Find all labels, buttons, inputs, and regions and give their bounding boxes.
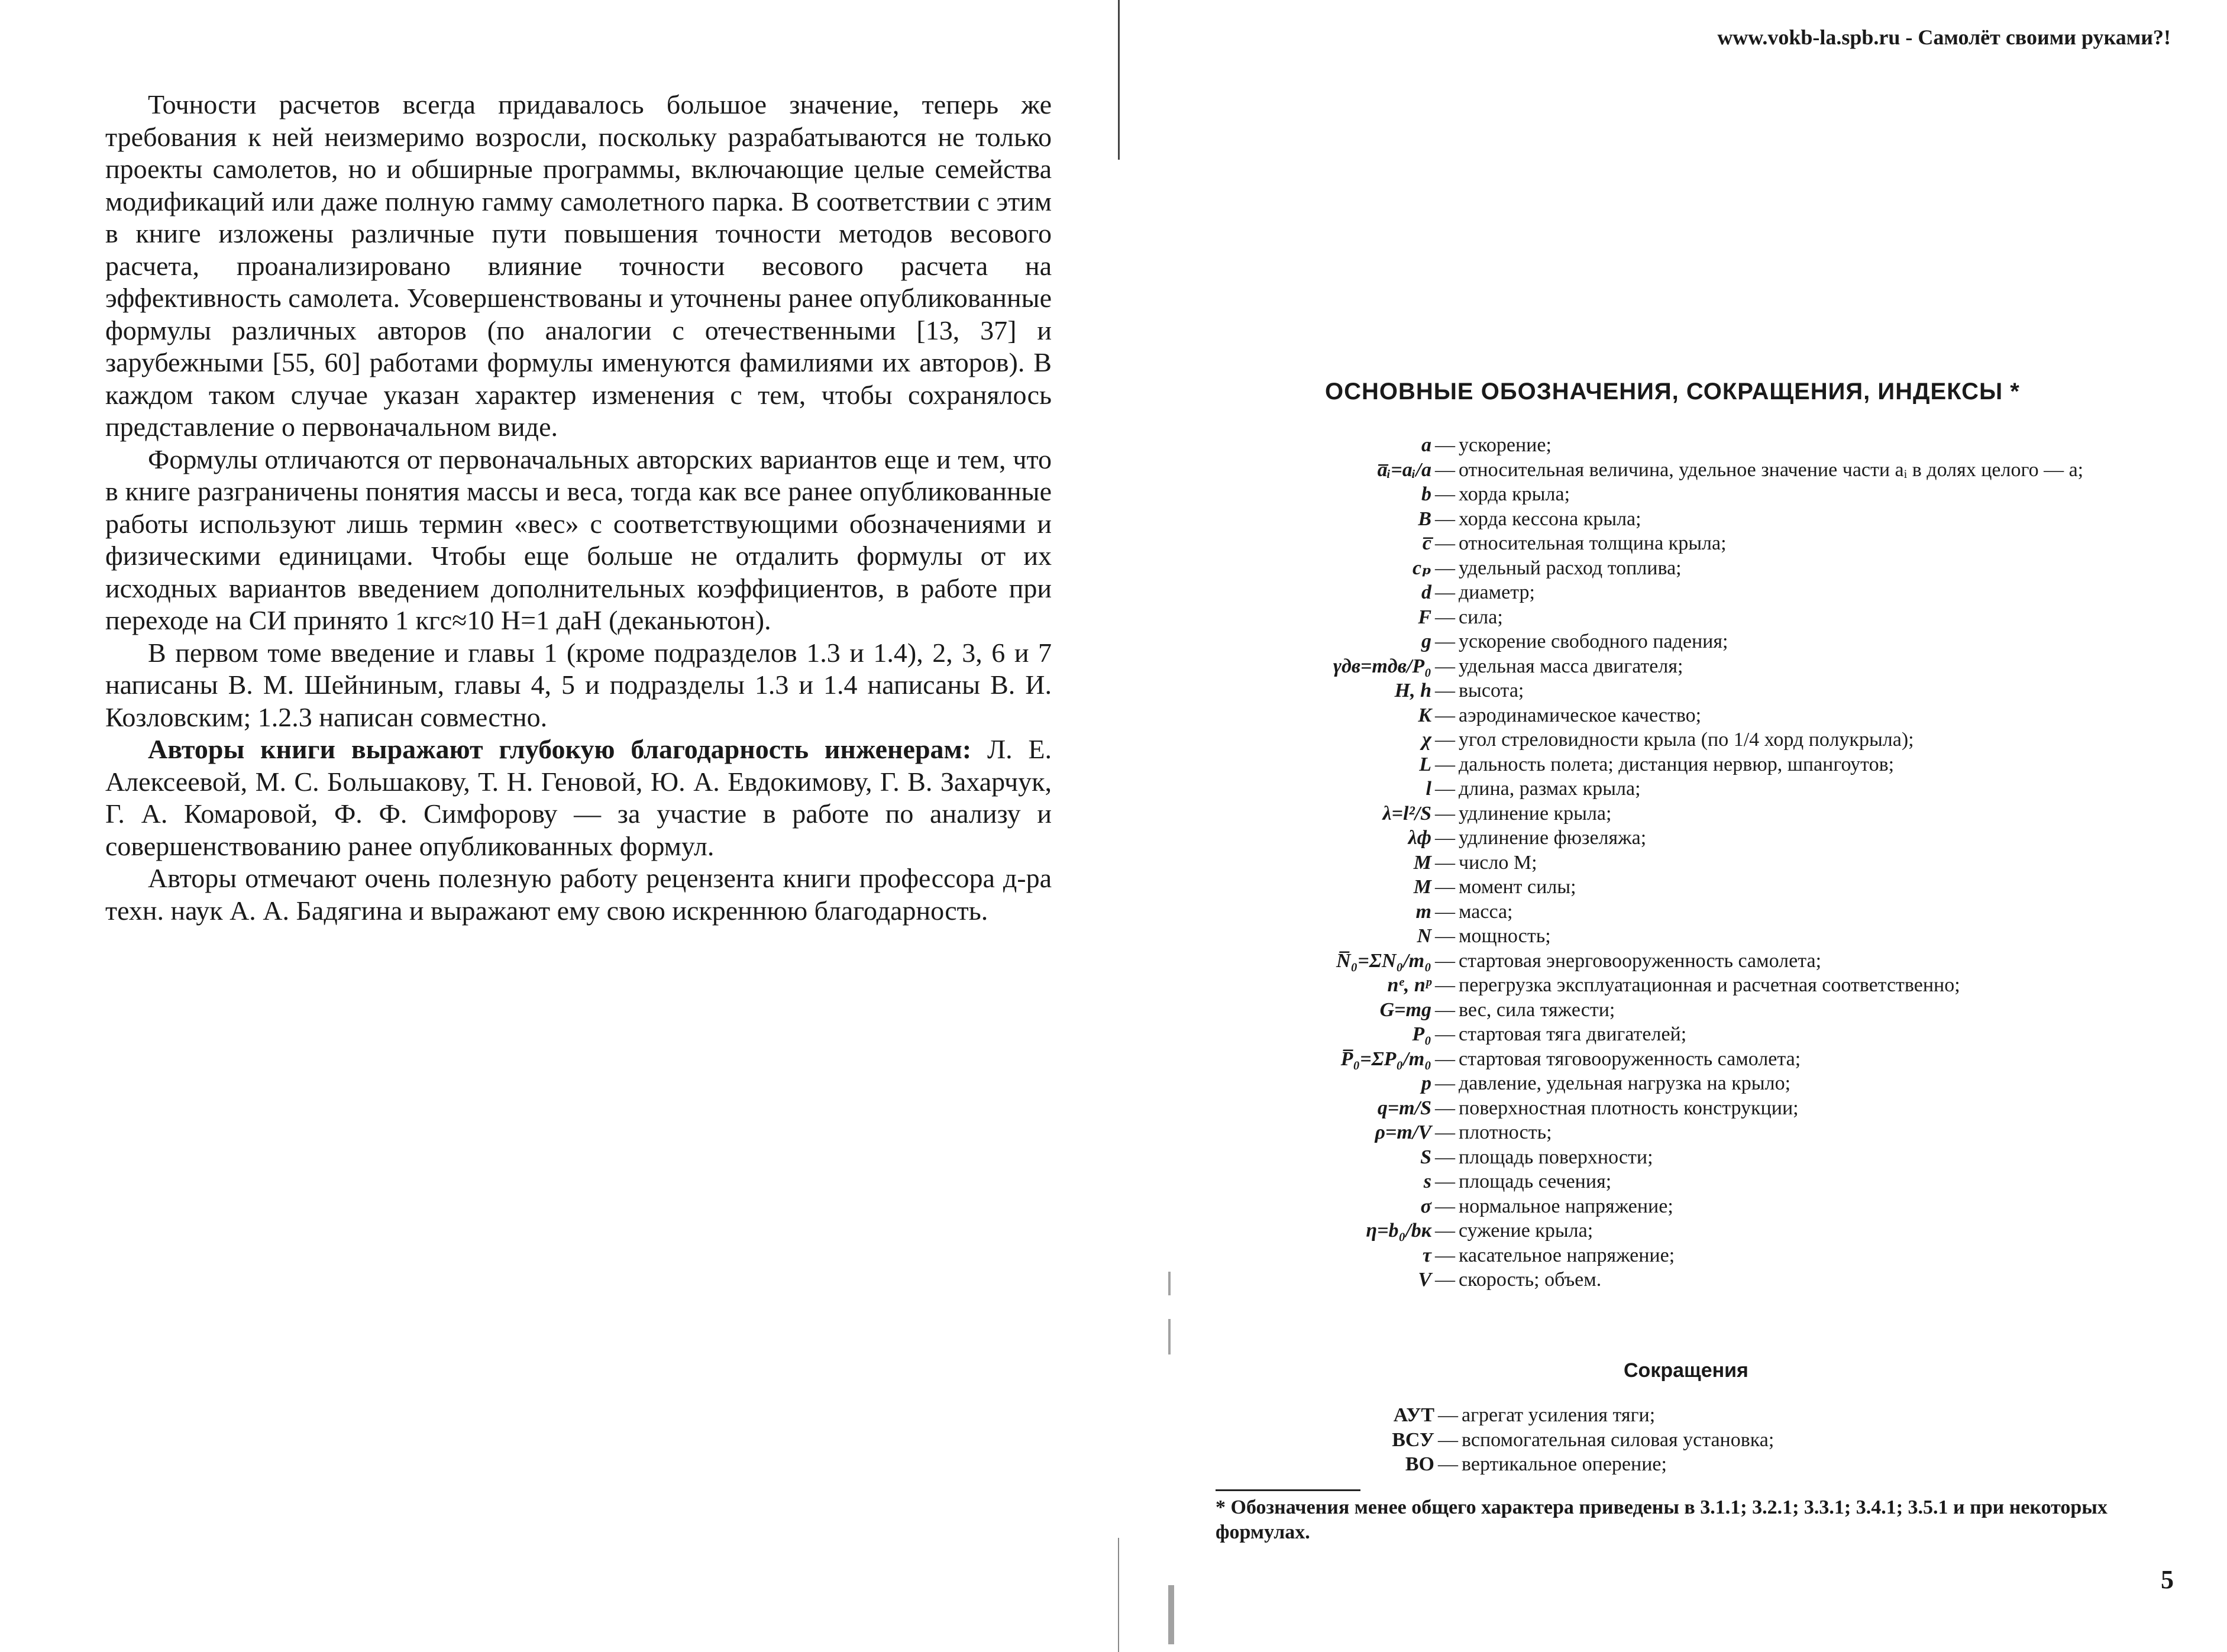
notation-row: [1230, 580, 2189, 605]
notation-dash: —: [1435, 1244, 1455, 1266]
notation-row: [1230, 703, 2189, 728]
notation-row: [1230, 900, 2189, 924]
notation-description: сужение крыла;: [1459, 1220, 1594, 1242]
notation-dash: —: [1435, 1023, 1455, 1045]
notation-row: [1230, 1268, 2189, 1292]
book-spine-line: [1118, 0, 1120, 160]
notation-row: [1230, 1071, 2189, 1096]
notation-dash: —: [1435, 434, 1455, 456]
notation-symbol: H, h: [1394, 680, 1431, 701]
notation-row: [1230, 678, 2189, 703]
notation-dash: —: [1435, 581, 1455, 603]
footnote-divider: [1216, 1489, 1360, 1491]
notation-description: момент силы;: [1459, 876, 1576, 898]
notation-row: [1230, 482, 2189, 507]
notation-row: [1230, 433, 2189, 458]
notation-symbol: N: [1417, 925, 1431, 947]
notation-description: вес, сила тяжести;: [1459, 998, 1615, 1021]
notation-row: [1230, 851, 2189, 875]
notation-row: [1230, 605, 2189, 630]
notation-dash: —: [1435, 802, 1455, 825]
paragraph: Формулы отличаются от первоначальных авторских вариантов еще и тем, что в книге разграничены понятия массы и веса, тогда как все ранее опубликованные работы используют лишь термин «вес» с соответствующими обозначениями и физическими единицами. Чтобы еще больше не отдалить формулы от их исходных вариантов введением дополнительных коэффициентов, в работе при переходе на СИ принято 1 кгс≈10 Н=1 даН (деканьютон).: [105, 444, 1052, 635]
notation-dash: —: [1435, 851, 1455, 874]
notation-dash: —: [1435, 1220, 1455, 1242]
notation-row: [1230, 531, 2189, 556]
notation-row: [1230, 875, 2189, 900]
abbreviations-list: [1230, 1403, 2118, 1477]
notation-symbol: p: [1421, 1072, 1431, 1094]
paragraph: В первом томе введение и главы 1 (кроме подразделов 1.3 и 1.4), 2, 3, 6 и 7 написаны В. М. Шейниным, главы 4, 5 и подразделы 1.3 и 1.4 написаны В. И. Козловским; 1.2.3 написан совместно.: [105, 637, 1052, 732]
notation-symbol: λф: [1408, 827, 1431, 849]
notation-symbol: l: [1426, 778, 1431, 800]
notation-symbol: cₚ: [1412, 557, 1431, 579]
notation-dash: —: [1435, 1048, 1455, 1070]
left-page-body: [105, 89, 1052, 927]
notation-row: [1230, 1243, 2189, 1268]
notation-symbol: V: [1418, 1269, 1431, 1291]
notation-description: хорда кессона крыла;: [1459, 507, 1641, 530]
notation-description: сила;: [1459, 606, 1503, 628]
notation-row: [1230, 777, 2189, 801]
notation-symbol: N̅₀=ΣN₀/m₀: [1336, 949, 1431, 972]
notation-description: диаметр;: [1459, 581, 1535, 603]
notation-symbol: nᵉ, nᵖ: [1387, 974, 1431, 996]
notation-description: поверхностная плотность конструкции;: [1459, 1097, 1799, 1119]
notation-symbol: M: [1413, 851, 1431, 874]
notation-description: агрегат усиления тяги;: [1462, 1404, 1656, 1426]
notation-row: [1230, 1120, 2189, 1145]
notation-symbol: АУТ: [1393, 1404, 1434, 1426]
notation-symbol: q=m/S: [1377, 1097, 1431, 1119]
notation-row: [1230, 973, 2189, 998]
notation-row: [1230, 801, 2189, 826]
footnote: * Обозначения менее общего характера приведены в 3.1.1; 3.2.1; 3.3.1; 3.4.1; 3.5.1 и при некоторых формулах.: [1216, 1496, 2108, 1543]
notation-description: удлинение фюзеляжа;: [1459, 827, 1647, 849]
notation-symbol: g: [1421, 631, 1431, 652]
notation-dash: —: [1435, 974, 1455, 996]
notation-dash: —: [1435, 1269, 1455, 1291]
notation-description: хорда крыла;: [1459, 483, 1570, 505]
notation-description: площадь поверхности;: [1459, 1146, 1653, 1168]
notation-description: удельный расход топлива;: [1459, 557, 1682, 579]
notation-row: [1230, 1194, 2189, 1219]
notation-dash: —: [1435, 998, 1455, 1021]
notation-dash: —: [1435, 631, 1455, 652]
notation-dash: —: [1435, 458, 1455, 481]
book-spine-line-bottom: [1118, 1538, 1119, 1652]
notation-row: [1230, 949, 2189, 974]
notation-symbol: B: [1418, 507, 1431, 530]
scan-speck: [1168, 1319, 1171, 1354]
notation-symbol: s: [1423, 1171, 1431, 1192]
section-title: ОСНОВНЫЕ ОБОЗНАЧЕНИЯ, СОКРАЩЕНИЯ, ИНДЕКСЫ *: [1325, 379, 2020, 405]
notation-description: скорость; объем.: [1459, 1269, 1602, 1291]
notation-row: [1230, 629, 2189, 654]
notation-row: [1230, 1096, 2189, 1121]
notation-description: касательное напряжение;: [1459, 1244, 1675, 1266]
notation-symbol: F: [1418, 606, 1431, 628]
notation-row: [1230, 826, 2189, 851]
notation-description: ускорение;: [1459, 434, 1552, 456]
notation-symbol: a: [1421, 434, 1431, 456]
notation-dash: —: [1435, 483, 1455, 505]
notation-row: [1230, 1022, 2189, 1047]
notation-symbol: M: [1413, 876, 1431, 898]
notation-row: [1230, 1428, 2118, 1453]
notation-dash: —: [1435, 606, 1455, 628]
thanks-lead: Авторы книги выражают глубокую благодарность инженерам:: [148, 734, 972, 764]
notation-symbol: τ: [1422, 1244, 1431, 1266]
notation-symbol: σ: [1420, 1195, 1431, 1217]
notation-dash: —: [1435, 680, 1455, 701]
notation-symbol: ВСУ: [1392, 1428, 1434, 1451]
notation-description: число M;: [1459, 851, 1537, 874]
notation-dash: —: [1435, 1195, 1455, 1217]
notation-description: стартовая тяга двигателей;: [1459, 1023, 1687, 1045]
notation-row: [1230, 728, 2189, 752]
notation-symbol: b: [1421, 483, 1431, 505]
notation-row: [1230, 654, 2189, 679]
notation-description: удельная масса двигателя;: [1459, 655, 1683, 677]
notation-description: дальность полета; дистанция нервюр, шпангоутов;: [1459, 753, 1895, 775]
notation-row: [1230, 1452, 2118, 1477]
notation-row: [1230, 1169, 2189, 1194]
notation-description: перегрузка эксплуатационная и расчетная соответственно;: [1459, 974, 1960, 996]
notation-dash: —: [1435, 1121, 1455, 1143]
notation-dash: —: [1438, 1453, 1458, 1475]
notation-symbol: K: [1418, 704, 1431, 726]
notation-dash: —: [1435, 1171, 1455, 1192]
notation-description: стартовая тяговооруженность самолета;: [1459, 1048, 1801, 1070]
notation-symbol: L: [1419, 753, 1431, 775]
notation-description: относительная величина, удельное значение части aᵢ в долях целого — a;: [1459, 458, 2084, 481]
notation-description: плотность;: [1459, 1121, 1552, 1143]
notation-symbol: ρ=m/V: [1375, 1121, 1431, 1143]
notation-symbol: c̅: [1422, 532, 1431, 554]
notation-description: площадь сечения;: [1459, 1171, 1612, 1192]
notation-dash: —: [1435, 1146, 1455, 1168]
notation-dash: —: [1435, 507, 1455, 530]
notation-description: стартовая энерговооруженность самолета;: [1459, 949, 1822, 972]
notation-symbol: G=mg: [1379, 998, 1431, 1021]
notation-description: вертикальное оперение;: [1462, 1453, 1667, 1475]
notation-dash: —: [1435, 876, 1455, 898]
notation-description: масса;: [1459, 900, 1513, 923]
notation-symbol: γдв=mдв/P₀: [1333, 655, 1431, 677]
notation-row: [1230, 507, 2189, 532]
notation-symbol: m: [1415, 900, 1431, 923]
notation-row: [1230, 752, 2189, 777]
notation-dash: —: [1435, 532, 1455, 554]
page-number: 5: [2161, 1565, 2174, 1594]
notation-description: давление, удельная нагрузка на крыло;: [1459, 1072, 1791, 1094]
notation-dash: —: [1438, 1428, 1458, 1451]
notation-symbol: d: [1421, 581, 1431, 603]
notation-row: [1230, 458, 2189, 483]
notation-row: [1230, 924, 2189, 949]
notation-row: [1230, 1047, 2189, 1072]
notation-symbol: P₀: [1412, 1023, 1431, 1045]
notation-symbol: a̅ᵢ=aᵢ/a: [1377, 458, 1431, 481]
notation-dash: —: [1435, 900, 1455, 923]
notation-symbol: η=b₀/bк: [1366, 1220, 1431, 1242]
notation-row: [1230, 556, 2189, 581]
notation-list: [1230, 433, 2189, 1292]
notation-row: [1230, 998, 2189, 1023]
notation-dash: —: [1435, 949, 1455, 972]
notation-description: угол стреловидности крыла (по 1/4 хорд полукрыла);: [1459, 729, 1914, 751]
notation-row: [1230, 1218, 2189, 1243]
notation-dash: —: [1438, 1404, 1458, 1426]
notation-dash: —: [1435, 827, 1455, 849]
notation-dash: —: [1435, 925, 1455, 947]
notation-dash: —: [1435, 557, 1455, 579]
notation-description: относительная толщина крыла;: [1459, 532, 1727, 554]
notation-symbol: ВО: [1405, 1453, 1434, 1475]
notation-description: удлинение крыла;: [1459, 802, 1612, 825]
notation-description: высота;: [1459, 680, 1524, 701]
thanks-paragraph: [105, 733, 1052, 862]
notation-dash: —: [1435, 778, 1455, 800]
notation-row: [1230, 1403, 2118, 1428]
thanks-names: Л. Е. Алексеевой, М. С. Большакову, Т. Н. Геновой, Ю. А. Евдокимову, Г. В. Захарчук, Г. А. Комаровой, Ф. Ф. Симфорову — за участие в работе по анализу и совершенствованию ранее опубликованных формул.: [105, 734, 1052, 861]
notation-dash: —: [1435, 655, 1455, 677]
notation-dash: —: [1435, 753, 1455, 775]
notation-description: ускорение свободного падения;: [1459, 631, 1728, 652]
notation-description: мощность;: [1459, 925, 1551, 947]
paragraph: Точности расчетов всегда придавалось большое значение, теперь же требования к ней неизмеримо возросли, поскольку разрабатываются не только проекты самолетов, но и обширные программы, включающие целые семейства модификаций или даже полную гамму самолетного парка. В соответствии с этим в книге изложены различные пути повышения точности методов весового расчета, проанализировано влияние точности весового расчета на эффективность самолета. Усовершенствованы и уточнены ранее опубликованные формулы различных авторов (по аналогии с отечественными [13, 37] и зарубежными [55, 60] работами формулы именуются фамилиями их авторов). В каждом таком случае указан характер изменения с тем, чтобы сохранялось представление о первоначальном виде.: [105, 89, 1052, 442]
notation-symbol: S: [1420, 1146, 1431, 1168]
notation-symbol: λ=l²/S: [1382, 802, 1431, 825]
notation-description: длина, размах крыла;: [1459, 778, 1641, 800]
notation-symbol: P̅₀=ΣP₀/m₀: [1340, 1048, 1431, 1070]
notation-description: нормальное напряжение;: [1459, 1195, 1673, 1217]
notation-dash: —: [1435, 1072, 1455, 1094]
notation-description: вспомогательная силовая установка;: [1462, 1428, 1775, 1451]
notation-symbol: χ: [1422, 729, 1431, 751]
scan-speck: [1168, 1585, 1174, 1644]
abbreviations-title: Сокращения: [1624, 1359, 1748, 1382]
scan-speck: [1168, 1272, 1171, 1295]
notation-dash: —: [1435, 1097, 1455, 1119]
notation-row: [1230, 1145, 2189, 1170]
notation-description: аэродинамическое качество;: [1459, 704, 1702, 726]
paragraph: Авторы отмечают очень полезную работу рецензента книги профессора д-ра техн. наук А. А. Бадягина и выражают ему свою искреннюю благодарность.: [105, 863, 1052, 926]
notation-dash: —: [1435, 704, 1455, 726]
notation-dash: —: [1435, 729, 1455, 751]
site-header: www.vokb-la.spb.ru - Самолёт своими руками?!: [1717, 25, 2171, 49]
